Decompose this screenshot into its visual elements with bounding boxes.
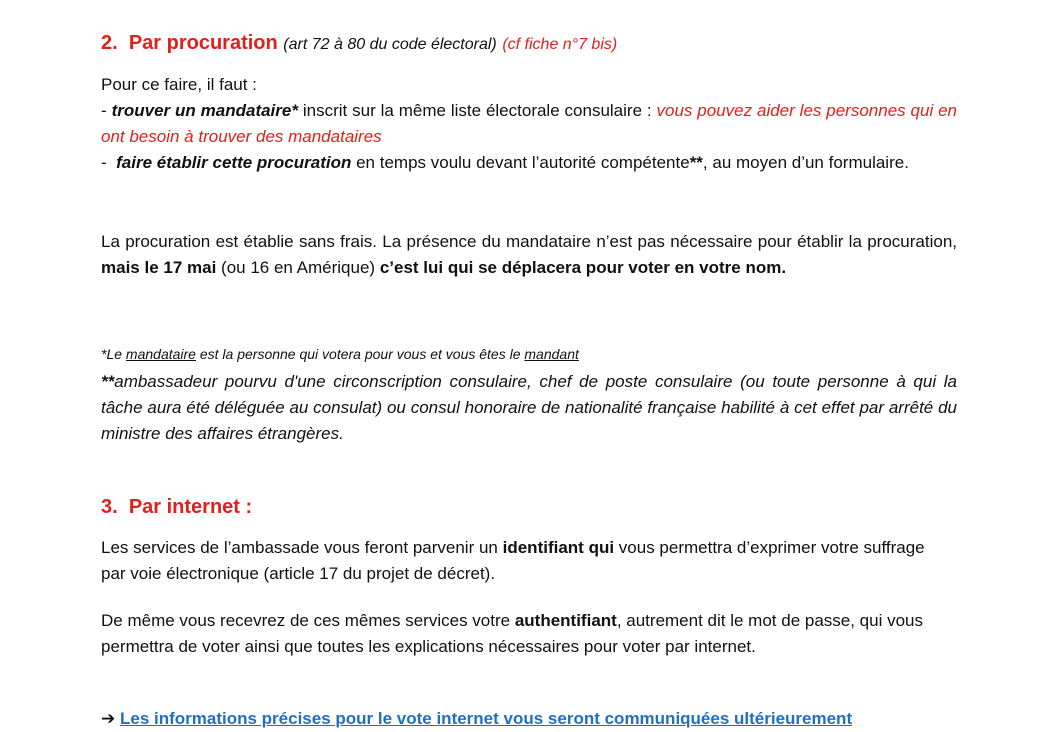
item-1-bold: trouver un mandataire* — [111, 101, 298, 120]
s3-p1-bold: identifiant qui — [502, 538, 615, 557]
item-1-dash: - — [101, 101, 107, 120]
arrow-icon: ➔ — [101, 709, 116, 728]
section-2-ref2: (cf fiche n°7 bis) — [502, 36, 618, 53]
item-1-red-text: vous pouvez aider les personnes qui en ont besoin à trouver des mandataires — [101, 101, 958, 146]
section-2-paragraph — [101, 229, 957, 281]
s3-p1-text-2: vous permettra d’exprimer votre suffrage par voie électronique (article 17 du projet de décret). — [101, 538, 925, 583]
item-2-text: en temps voulu devant l’autorité compétente — [356, 153, 690, 172]
s3-p1-text-1: Les services de l’ambassade vous feront parvenir un — [101, 538, 498, 557]
para-bold-1: mais le 17 mai — [101, 258, 217, 277]
section-2-ref: (art 72 à 80 du code électoral) — [283, 36, 497, 53]
section-2-body — [101, 72, 957, 176]
footnote-mandataire — [101, 344, 957, 364]
section-3-title: Par internet : — [128, 496, 253, 518]
section-2-item-1 — [101, 98, 957, 150]
section-3-paragraph-1 — [101, 535, 931, 587]
note-1-mandataire: mandataire — [125, 346, 196, 362]
cutoff-text: Les informations précises pour le vote internet vous seront communiquées ultérieurement — [119, 709, 853, 728]
s3-p2-bold: authentifiant — [514, 611, 617, 630]
note-1-text: est la personne qui votera pour vous et vous êtes le — [199, 346, 521, 362]
item-2-bold: faire établir cette procuration — [116, 153, 352, 172]
section-2-number: 2. — [101, 32, 118, 54]
note-2-text: ambassadeur pourvu d'une circonscription consulaire, chef de poste consulaire (ou toute personne à qui la tâche aura été déléguée au consulat) ou consul honoraire de nationalité française habilité à cet effet par arrêté du ministre des affaires étrangères. — [101, 372, 957, 443]
para-bold-2: c’est lui qui se déplacera pour voter en votre nom. — [379, 258, 787, 277]
para-text-1: La procuration est établie sans frais. La présence du mandataire n’est pas nécessaire pour établir la procuration, — [101, 232, 957, 251]
s3-p2-text-1: De même vous recevrez de ces mêmes services votre — [101, 611, 511, 630]
item-1-text: inscrit sur la même liste électorale consulaire : — [302, 101, 652, 120]
section-2-heading — [101, 30, 957, 58]
section-2-intro: Pour ce faire, il faut : — [101, 75, 257, 94]
footnote-autorite — [101, 369, 957, 447]
note-2-stars: ** — [101, 372, 115, 391]
s3-p2-text-2: , autrement dit le mot de passe, qui vous permettra de voter ainsi que toutes les explications nécessaires pour voter par internet. — [101, 611, 923, 656]
para-text-2: (ou 16 en Amérique) — [221, 258, 376, 277]
item-2-text-2: , au moyen d’un formulaire. — [702, 153, 909, 172]
item-2-dash: - — [101, 153, 107, 172]
section-3-number: 3. — [101, 496, 118, 518]
note-1-mandant: mandant — [524, 346, 579, 362]
section-3-heading — [101, 494, 957, 520]
section-2-item-2 — [101, 150, 957, 176]
note-1-prefix: *Le — [101, 346, 123, 362]
section-3-paragraph-2 — [101, 608, 931, 660]
section-3-cutoff-line — [101, 706, 957, 732]
item-2-stars: ** — [689, 153, 703, 172]
section-2-title: Par procuration — [128, 32, 278, 54]
